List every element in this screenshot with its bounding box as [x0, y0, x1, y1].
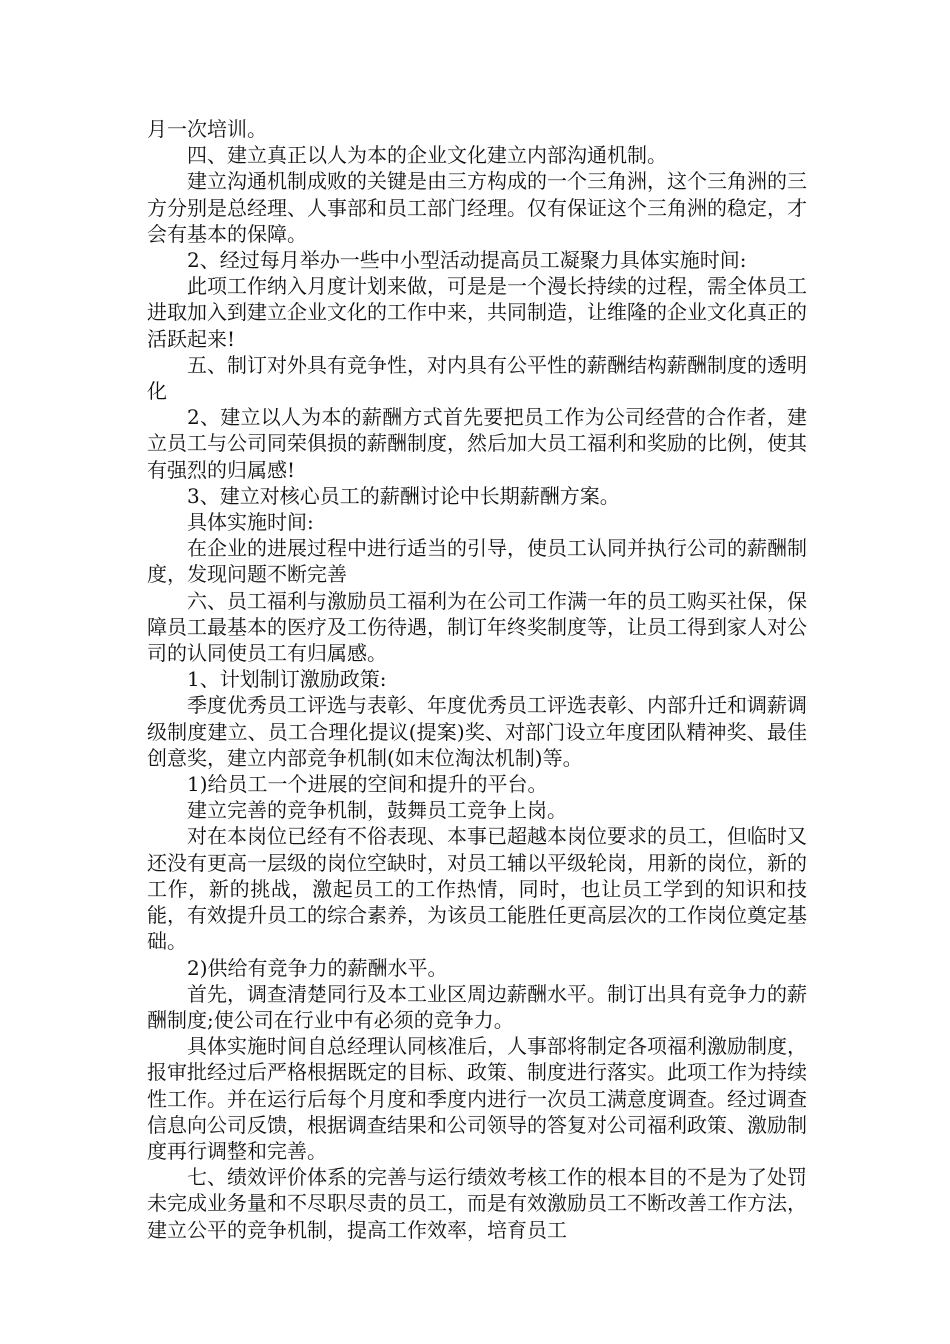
- paragraph: 首先，调查清楚同行及本工业区周边薪酬水平。制订出具有竞争力的薪酬制度;使公司在行业中有必须的竞争力。: [147, 981, 807, 1032]
- paragraph: 对在本岗位已经有不俗表现、本事已超越本岗位要求的员工，但临时又还没有更高一层级的岗位空缺时，对员工辅以平级轮岗，用新的岗位，新的工作，新的挑战，激起员工的工作热情，同时，也让员工学到的知识和技能，有效提升员工的综合素养，为该员工能胜任更高层次的工作岗位奠定基础。: [147, 824, 807, 954]
- paragraph: 季度优秀员工评选与表彰、年度优秀员工评选表彰、内部升迁和调薪调级制度建立、员工合理化提议(提案)奖、对部门设立年度团队精神奖、最佳创意奖，建立内部竞争机制(如末位淘汰机制)等。: [147, 693, 807, 770]
- paragraph: 1、计划制订激励政策:: [187, 667, 387, 692]
- paragraph: 此项工作纳入月度计划来做，可是是一个漫长持续的过程，需全体员工进取加入到建立企业文化的工作中来，共同制造，让维隆的企业文化真正的活跃起来!: [147, 274, 807, 351]
- paragraph-continuation: 月一次培训。: [147, 117, 267, 141]
- section-heading-7: 七、绩效评价体系的完善与运行绩效考核工作的根本目的不是为了处罚未完成业务量和不尽职尽责的员工，而是有效激励员工不断改善工作方法，建立公平的竞争机制，提高工作效率，培育员工: [147, 1165, 807, 1242]
- paragraph: 2)供给有竞争力的薪酬水平。: [187, 955, 448, 980]
- paragraph: 1)给员工一个进展的空间和提升的平台。: [187, 772, 548, 797]
- document-body: [147, 116, 807, 1243]
- paragraph: 3、建立对核心员工的薪酬讨论中长期薪酬方案。: [187, 483, 620, 508]
- paragraph: 2、建立以人为本的薪酬方式首先要把员工作为公司经营的合作者，建立员工与公司同荣俱损的薪酬制度，然后加大员工福利和奖励的比例，使其有强烈的归属感!: [147, 405, 807, 482]
- paragraph: 具体实施时间:: [187, 510, 314, 535]
- section-heading-6: 六、员工福利与激励员工福利为在公司工作满一年的员工购买社保，保障员工最基本的医疗及工伤待遇，制订年终奖制度等，让员工得到家人对公司的认同使员工有归属感。: [147, 588, 807, 666]
- section-heading-5: 五、制订对外具有竞争性，对内具有公平性的薪酬结构薪酬制度的透明化: [147, 352, 807, 404]
- paragraph: 2、经过每月举办一些中小型活动提高员工凝聚力具体实施时间:: [187, 248, 747, 273]
- paragraph: 建立完善的竞争机制，鼓舞员工竞争上岗。: [187, 798, 567, 823]
- paragraph: 建立沟通机制成败的关键是由三方构成的一个三角洲，这个三角洲的三方分别是总经理、人事部和员工部门经理。仅有保证这个三角洲的稳定，才会有基本的保障。: [147, 169, 807, 246]
- paragraph: 具体实施时间自总经理认同核准后，人事部将制定各项福利激励制度，报审批经过后严格根据既定的目标、政策、制度进行落实。此项工作为持续性工作。并在运行后每个月度和季度内进行一次员工满意度调查。经过调查信息向公司反馈，根据调查结果和公司领导的答复对公司福利政策、激励制度再行调整和完善。: [147, 1034, 807, 1163]
- section-heading-4: 四、建立真正以人为本的企业文化建立内部沟通机制。: [187, 143, 667, 168]
- paragraph: 在企业的进展过程中进行适当的引导，使员工认同并执行公司的薪酬制度，发现问题不断完善: [147, 536, 807, 587]
